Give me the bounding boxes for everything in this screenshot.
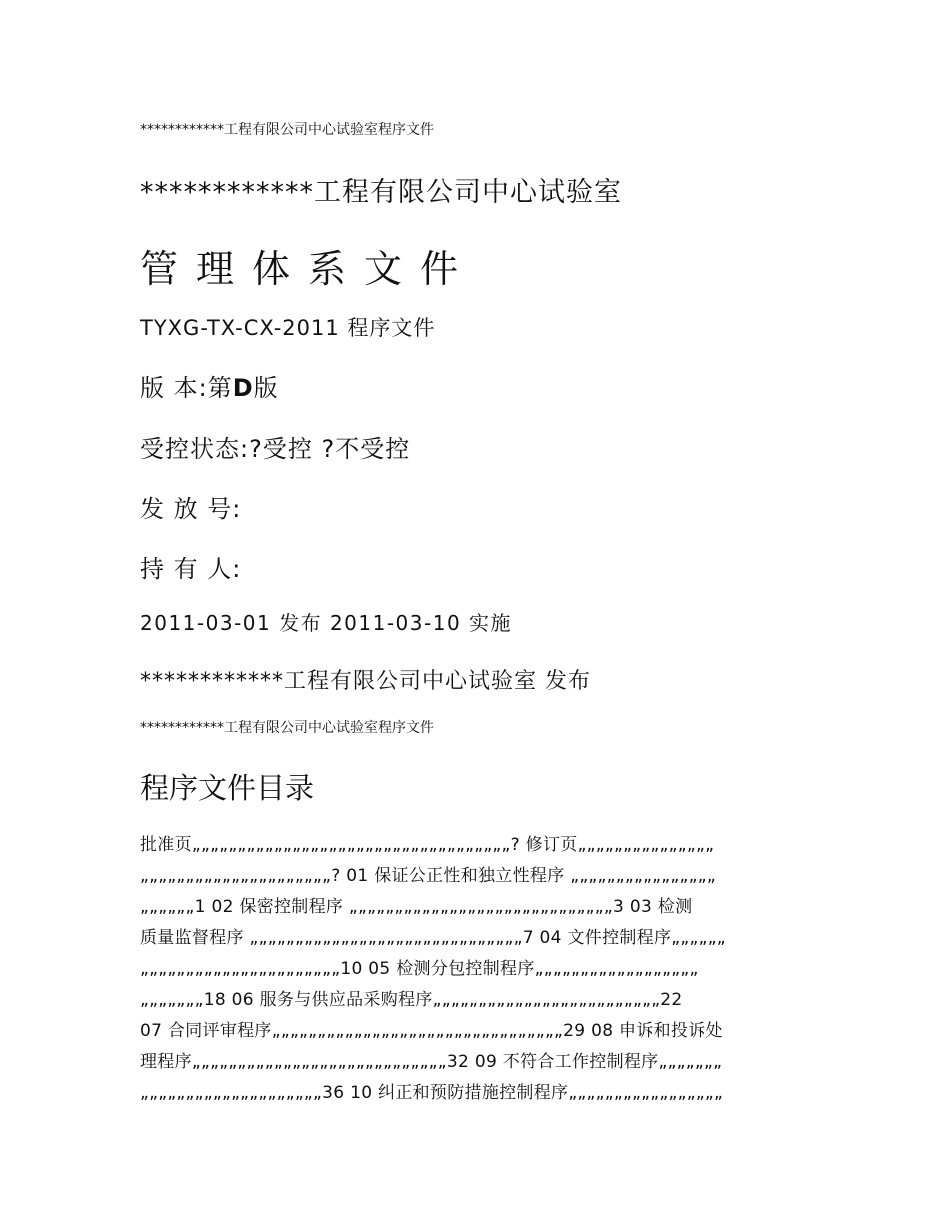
toc-line: „„„„„„„18 06 服务与供应品采购程序„„„„„„„„„„„„„„„„„„„„„„„„„22 [140,990,683,1010]
publisher: ************工程有限公司中心试验室 发布 [140,669,591,694]
page-header-second: ************工程有限公司中心试验室程序文件 [140,720,434,736]
toc-line: 理程序„„„„„„„„„„„„„„„„„„„„„„„„„„„„32 09 不符合工作控制程序„„„„„„„ [140,1052,723,1072]
toc-line: 07 合同评审程序„„„„„„„„„„„„„„„„„„„„„„„„„„„„„„„„29 08 申诉和投诉处 [140,1021,723,1041]
toc-title: 程序文件目录 [140,771,315,805]
issue-number: 发 放 号: [140,495,242,523]
version-suffix: 版 [253,374,279,402]
toc-line: „„„„„„„„„„„„„„„„„„„„„„10 05 检测分包控制程序„„„„„„„„„„„„„„„„„„ [140,959,699,979]
toc-line: „„„„„„„„„„„„„„„„„„„„„? 01 保证公正性和独立性程序 „„„„„„„„„„„„„„„„ [140,866,716,886]
holder: 持 有 人: [140,555,242,583]
version-prefix: 版 本:第 [140,374,233,402]
document-code: TYXG-TX-CX-2011 程序文件 [140,316,436,340]
company-title: ************工程有限公司中心试验室 [140,177,622,208]
version-line [140,368,279,403]
document-title: 管理体系文件 [140,247,477,291]
toc-line: 质量监督程序 „„„„„„„„„„„„„„„„„„„„„„„„„„„„„„7 04 文件控制程序„„„„„„ [140,928,726,948]
dates: 2011-03-01 发布 2011-03-10 实施 [140,611,513,635]
version-value: D [232,374,254,402]
page-header: ************工程有限公司中心试验室程序文件 [140,122,434,138]
toc-line: „„„„„„„„„„„„„„„„„„„„36 10 纠正和预防措施控制程序„„„„„„„„„„„„„„„„„ [140,1083,724,1103]
toc-line: „„„„„„1 02 保密控制程序 „„„„„„„„„„„„„„„„„„„„„„„„„„„„„3 03 检测 [140,897,693,917]
control-status: 受控状态:?受控 ?不受控 [140,435,411,463]
toc-line: 批准页„„„„„„„„„„„„„„„„„„„„„„„„„„„„„„„„„„„? 修订页„„„„„„„„„„„„„„„ [140,835,715,855]
